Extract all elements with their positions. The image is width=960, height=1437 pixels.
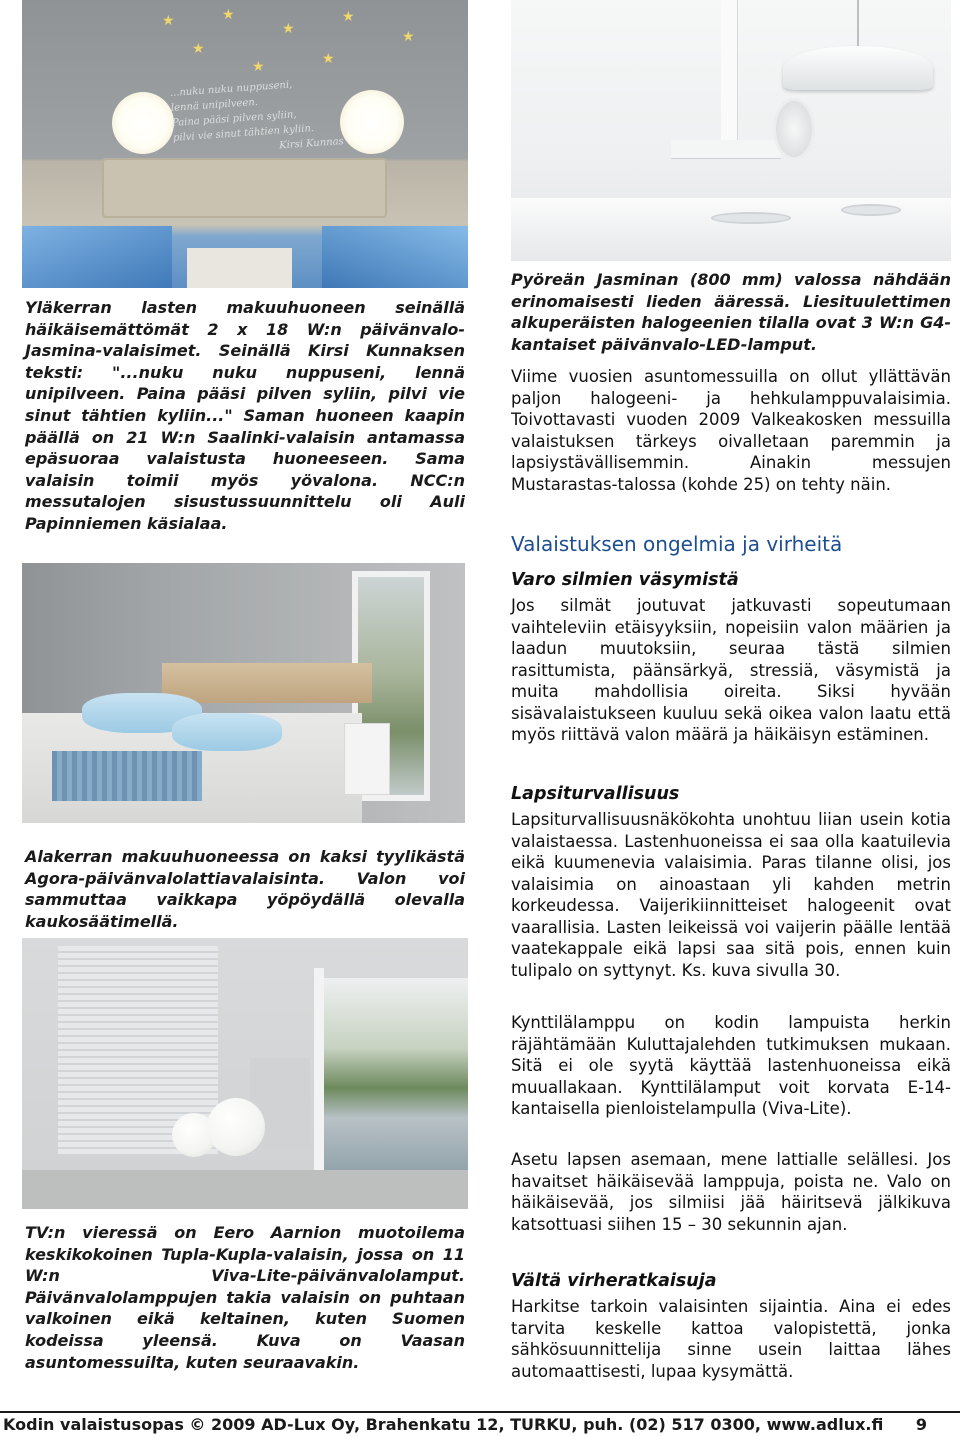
section-heading: Valaistuksen ongelmia ja virheitä xyxy=(511,532,843,556)
jasmina-lamp-left xyxy=(112,92,174,154)
subheading-eye-strain: Varo silmien väsymistä xyxy=(511,570,739,590)
bed-left xyxy=(22,226,172,288)
page-number: 9 xyxy=(915,1415,927,1434)
footer-text: Kodin valaistusopas © 2009 AD-Lux Oy, Brahenkatu 12, TURKU, puh. (02) 517 0300, www.adlux.fi xyxy=(3,1415,884,1434)
paragraph-child-safety-1: Lapsiturvallisuusnäkökohta unohtuu liian usein kotia valaistaessa. Lastenhuoneissa ei saa olla kaatuilevia eikä kuumenevia valaisimia. Paras tilanne olisi, jos valaisimia on ainoastaan yli kahden metrin korkeudessa. Vaijerikiinnitteiset halogeenit ovat vaarallisia. Lasten leikeissä voi vaijerin päälle lentää vaatekappale eikä lapsi saa sitä pois, ennen kuin tulipalo on syttynyt. Ks. kuva sivulla 30. xyxy=(511,810,951,980)
lake-view xyxy=(322,978,468,1178)
footer-rule xyxy=(0,1411,960,1413)
plate xyxy=(711,212,791,224)
floor xyxy=(22,1170,468,1209)
pendant-lamp xyxy=(783,46,933,90)
intro-paragraph: Viime vuosien asuntomessuilla on ollut yllättävän paljon halogeeni- ja hehkulamppuvalaisimia. Toivottavasti vuoden 2009 Valkeakosken messuilla valaistuksen tärkeys oivalletaan paremmin ja lapsiystävällisemmin. Ainakin messujen Mustarastas-talossa (kohde 25) on tehty näin. xyxy=(511,367,951,494)
nightstand xyxy=(344,723,390,795)
star-icon: ★ xyxy=(402,29,415,45)
headboard xyxy=(102,158,387,218)
paragraph-eye-strain: Jos silmät joutuvat jatkuvasti sopeutumaan vaihteleviin etäisyyksiin, nopeisiin valon määrien ja laadun muutoksiin, seuraa tästä silmien rasittumista, päänsärkyä, stressiä, väsymistä ja muita mahdollisia oireita. Siksi hyvään sisävalaistukseen kuuluu sekä oikea valon laatu että myös riittävä valon määrä ja häikäisyn estäminen. xyxy=(511,596,951,744)
tupla-kupla-lamp xyxy=(207,1098,265,1156)
caption-kitchen: Pyöreän Jasminan (800 mm) valossa nähdään erinomaisesti lieden ääressä. Liesituulettimen alkuperäisten halogeenien tilalla ovat 3 W:n G4-kantaiset päivänvalo-LED-lamput. xyxy=(511,270,951,354)
photo-tv-room xyxy=(22,938,468,1209)
paragraph-child-safety-2: Kynttilälamppu on kodin lampuista herkin räjähtämään Kuluttajalehden tutkimuksen mukaan. Sitä ei ole syytä käyttää lastenhuoneissa eikä muuallakaan. Kynttilälamput voit korvata E-14-kantaisella pienloistelampulla (Viva-Lite). xyxy=(511,1013,951,1118)
subheading-child-safety: Lapsiturvallisuus xyxy=(511,784,680,804)
lamp-cord xyxy=(857,0,859,48)
throw-blanket xyxy=(52,751,202,801)
photo-kitchen xyxy=(511,0,951,261)
cooker-hood xyxy=(721,0,737,140)
photo-downstairs-bedroom xyxy=(22,563,465,823)
caption-tv-room: TV:n vieressä on Eero Aarnion muotoilema keskikokoinen Tupla-Kupla-valaisin, jossa on 11 W:n Viva-Lite-päivänvalolamput. Päivänvalolamppujen takia valaisin on puhtaan valkoinen eikä keltainen, kuten Suomen kodeissa yleensä. Kuva on Vaasan asuntomessuilta, kuten seuraavakin. xyxy=(25,1223,465,1372)
round-window xyxy=(773,98,815,160)
photo-kids-bedroom xyxy=(22,0,468,288)
paragraph-child-safety-3: Asetu lapsen asemaan, mene lattialle selällesi. Jos havaitset häikäisevää lamppuja, poista ne. Valo on häikäisevää, jos silmiisi jää häiritsevä jälkikuva katsottuasi siihen 15 – 30 sekunnin ajan. xyxy=(511,1150,951,1234)
nightstand xyxy=(187,248,292,288)
jasmina-lamp-right xyxy=(340,90,404,154)
star-icon: ★ xyxy=(342,9,355,25)
star-icon: ★ xyxy=(252,59,265,75)
pillow xyxy=(172,713,282,751)
caption-kids-room: Yläkerran lasten makuuhuoneen seinällä häikäisemättömät 2 x 18 W:n päivänvalo-Jasmina-valaisimet. Seinällä Kirsi Kunnaksen teksti: "...nuku nuku nuppuseni, lennä unipilveen. Paina pääsi pilven syliin, pilvi vie sinut tähtien kyliin..." Saman huoneen kaapin päällä on 21 W:n Saalinki-valaisin antamassa epäsuoraa valaistusta huoneeseen. Sama valaisin toimii myös yövalona. NCC:n messutalojen sisustussuunnittelu oli Auli Papinniemen käsialaa. xyxy=(25,298,465,533)
subheading-avoid-mistakes: Vältä virheratkaisuja xyxy=(511,1271,717,1291)
caption-downstairs-bedroom: Alakerran makuuhuoneessa on kaksi tyylikästä Agora-päivänvalolattiavalaisinta. Valon voi sammuttaa vaikkapa yöpöydällä olevalla kaukosäätimellä. xyxy=(25,847,465,931)
bed-right xyxy=(322,226,468,288)
cooker-hood-base xyxy=(671,140,781,158)
plate xyxy=(841,204,901,216)
star-icon: ★ xyxy=(322,51,335,67)
star-icon: ★ xyxy=(192,41,205,57)
paragraph-avoid-mistakes: Harkitse tarkoin valaisinten sijaintia. Aina ei edes tarvita keskelle kattoa valopistettä, jonka sähkösuunnittelija sinne usein laittaa lähes automaattisesti, lupaa kysymättä. xyxy=(511,1297,951,1381)
star-icon: ★ xyxy=(162,13,175,29)
star-icon: ★ xyxy=(282,21,295,37)
wall-poem: ...nuku nuku nuppuseni, lennä unipilveen. Paina pääsi pilven syliin, pilvi vie sinut tähtien kyliin. Kirsi Kunnas xyxy=(169,79,345,152)
star-icon: ★ xyxy=(222,7,235,23)
headboard xyxy=(162,663,372,703)
